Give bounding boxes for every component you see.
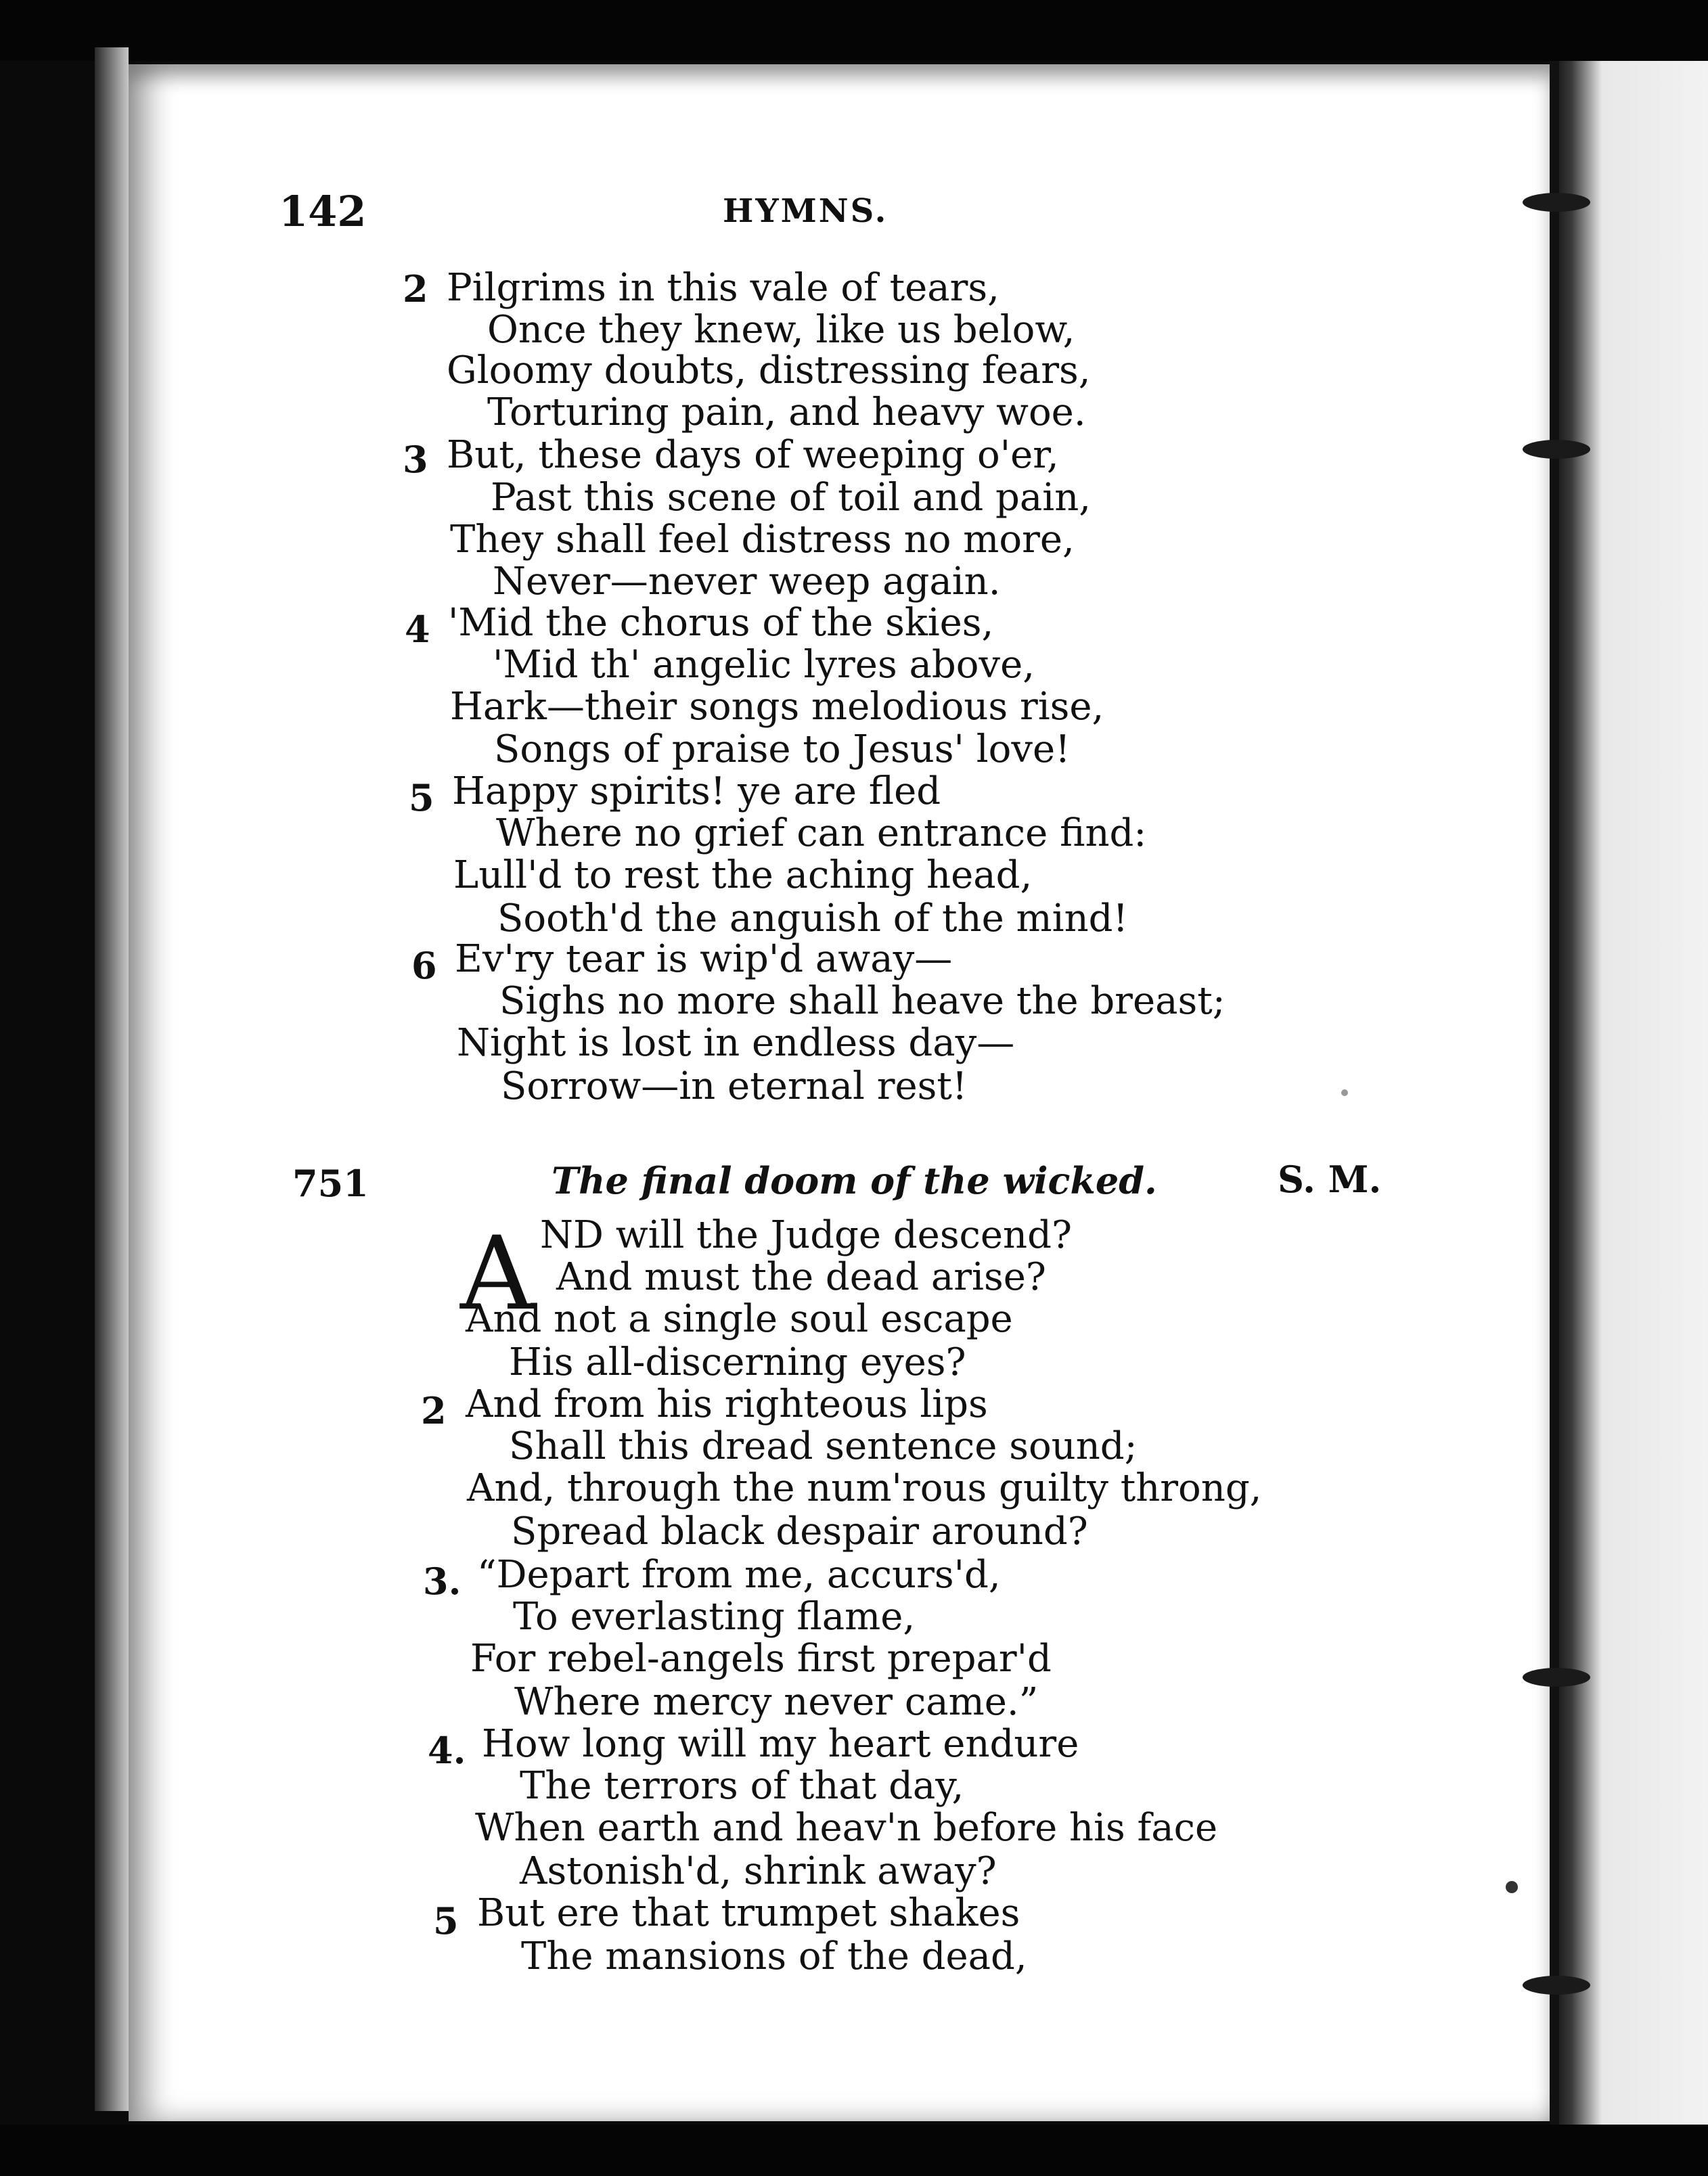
stanza-number: 4. (428, 1729, 466, 1772)
facing-page-edge (1556, 61, 1708, 2176)
verse-line: Songs of praise to Jesus' love! (494, 727, 1071, 771)
running-head: HYMNS. (723, 192, 889, 230)
verse-line: And must the dead arise? (556, 1255, 1046, 1299)
verse-line: Past this scene of toil and pain, (491, 476, 1092, 520)
stanza-number: 2 (403, 267, 428, 311)
hymn-number: 751 (292, 1162, 369, 1205)
verse-line: “Depart from me, accurs'd, (477, 1553, 1001, 1597)
page-number: 142 (279, 187, 367, 236)
verse-line: When earth and heav'n before his face (475, 1806, 1218, 1850)
stanza-number: 5 (433, 1899, 459, 1943)
binding-clip (1523, 440, 1590, 459)
verse-line: Sighs no more shall heave the breast; (499, 979, 1226, 1023)
verse-line: Sooth'd the anguish of the mind! (497, 897, 1128, 940)
verse-line: Gloomy doubts, distressing fears, (447, 348, 1091, 392)
verse-line: How long will my heart endure (482, 1722, 1079, 1766)
verse-line: For rebel-angels first prepar'd (470, 1637, 1052, 1681)
scan-border-bottom (0, 2125, 1708, 2176)
binding-clip (1523, 193, 1590, 212)
ink-speck (1506, 1881, 1518, 1893)
verse-line: Spread black despair around? (511, 1510, 1088, 1554)
ink-speck (1341, 1089, 1348, 1096)
verse-line: To everlasting flame, (513, 1595, 916, 1639)
verse-line: Hark—their songs melodious rise, (450, 685, 1104, 729)
verse-line: The mansions of the dead, (521, 1934, 1027, 1978)
verse-line: His all-discerning eyes? (509, 1340, 966, 1384)
verse-line: But ere that trumpet shakes (477, 1891, 1020, 1935)
verse-line: Where mercy never came.” (514, 1680, 1039, 1724)
stanza-number: 2 (421, 1389, 447, 1432)
verse-line: The terrors of that day, (520, 1764, 964, 1808)
verse-line: 'Mid th' angelic lyres above, (493, 643, 1035, 687)
verse-line: Torturing pain, and heavy woe. (487, 390, 1086, 434)
book-edge-left (95, 47, 129, 2111)
binding-clip (1523, 1668, 1590, 1687)
verse-line: Shall this dread sentence sound; (509, 1424, 1138, 1468)
drop-cap: A (460, 1215, 534, 1333)
verse-line: And, through the num'rous guilty throng, (467, 1466, 1262, 1510)
verse-line: But, these days of weeping o'er, (447, 433, 1059, 477)
stanza-number: 5 (409, 776, 434, 819)
verse-line: Sorrow—in eternal rest! (501, 1064, 968, 1108)
verse-line: And from his righteous lips (466, 1382, 988, 1426)
verse-line: Once they knew, like us below, (487, 308, 1075, 352)
hymn-title: The final doom of the wicked. (552, 1159, 1157, 1202)
verse-line: Never—never weep again. (493, 560, 1001, 604)
verse-line: And not a single soul escape (466, 1297, 1013, 1341)
stanza-number: 3. (423, 1560, 462, 1603)
verse-line: Lull'd to rest the aching head, (453, 853, 1033, 897)
stanza-number: 6 (411, 944, 437, 987)
verse-line: ND will the Judge descend? (540, 1213, 1072, 1257)
binding-gutter (1550, 61, 1559, 2131)
verse-line: They shall feel distress no more, (450, 518, 1075, 562)
verse-line: Pilgrims in this vale of tears, (447, 266, 999, 310)
verse-line: Night is lost in endless day— (457, 1021, 1015, 1065)
verse-line: Astonish'd, shrink away? (520, 1849, 997, 1893)
verse-line: 'Mid the chorus of the skies, (448, 601, 994, 645)
verse-line: Ev'ry tear is wip'd away— (455, 937, 953, 981)
verse-line: Happy spirits! ye are fled (452, 769, 941, 813)
stanza-number: 3 (403, 438, 428, 481)
binding-clip (1523, 1976, 1590, 1995)
hymn-meter: S. M. (1278, 1158, 1382, 1201)
verse-line: Where no grief can entrance find: (496, 811, 1147, 855)
scan-border-top (0, 0, 1708, 61)
stanza-number: 4 (405, 608, 430, 651)
